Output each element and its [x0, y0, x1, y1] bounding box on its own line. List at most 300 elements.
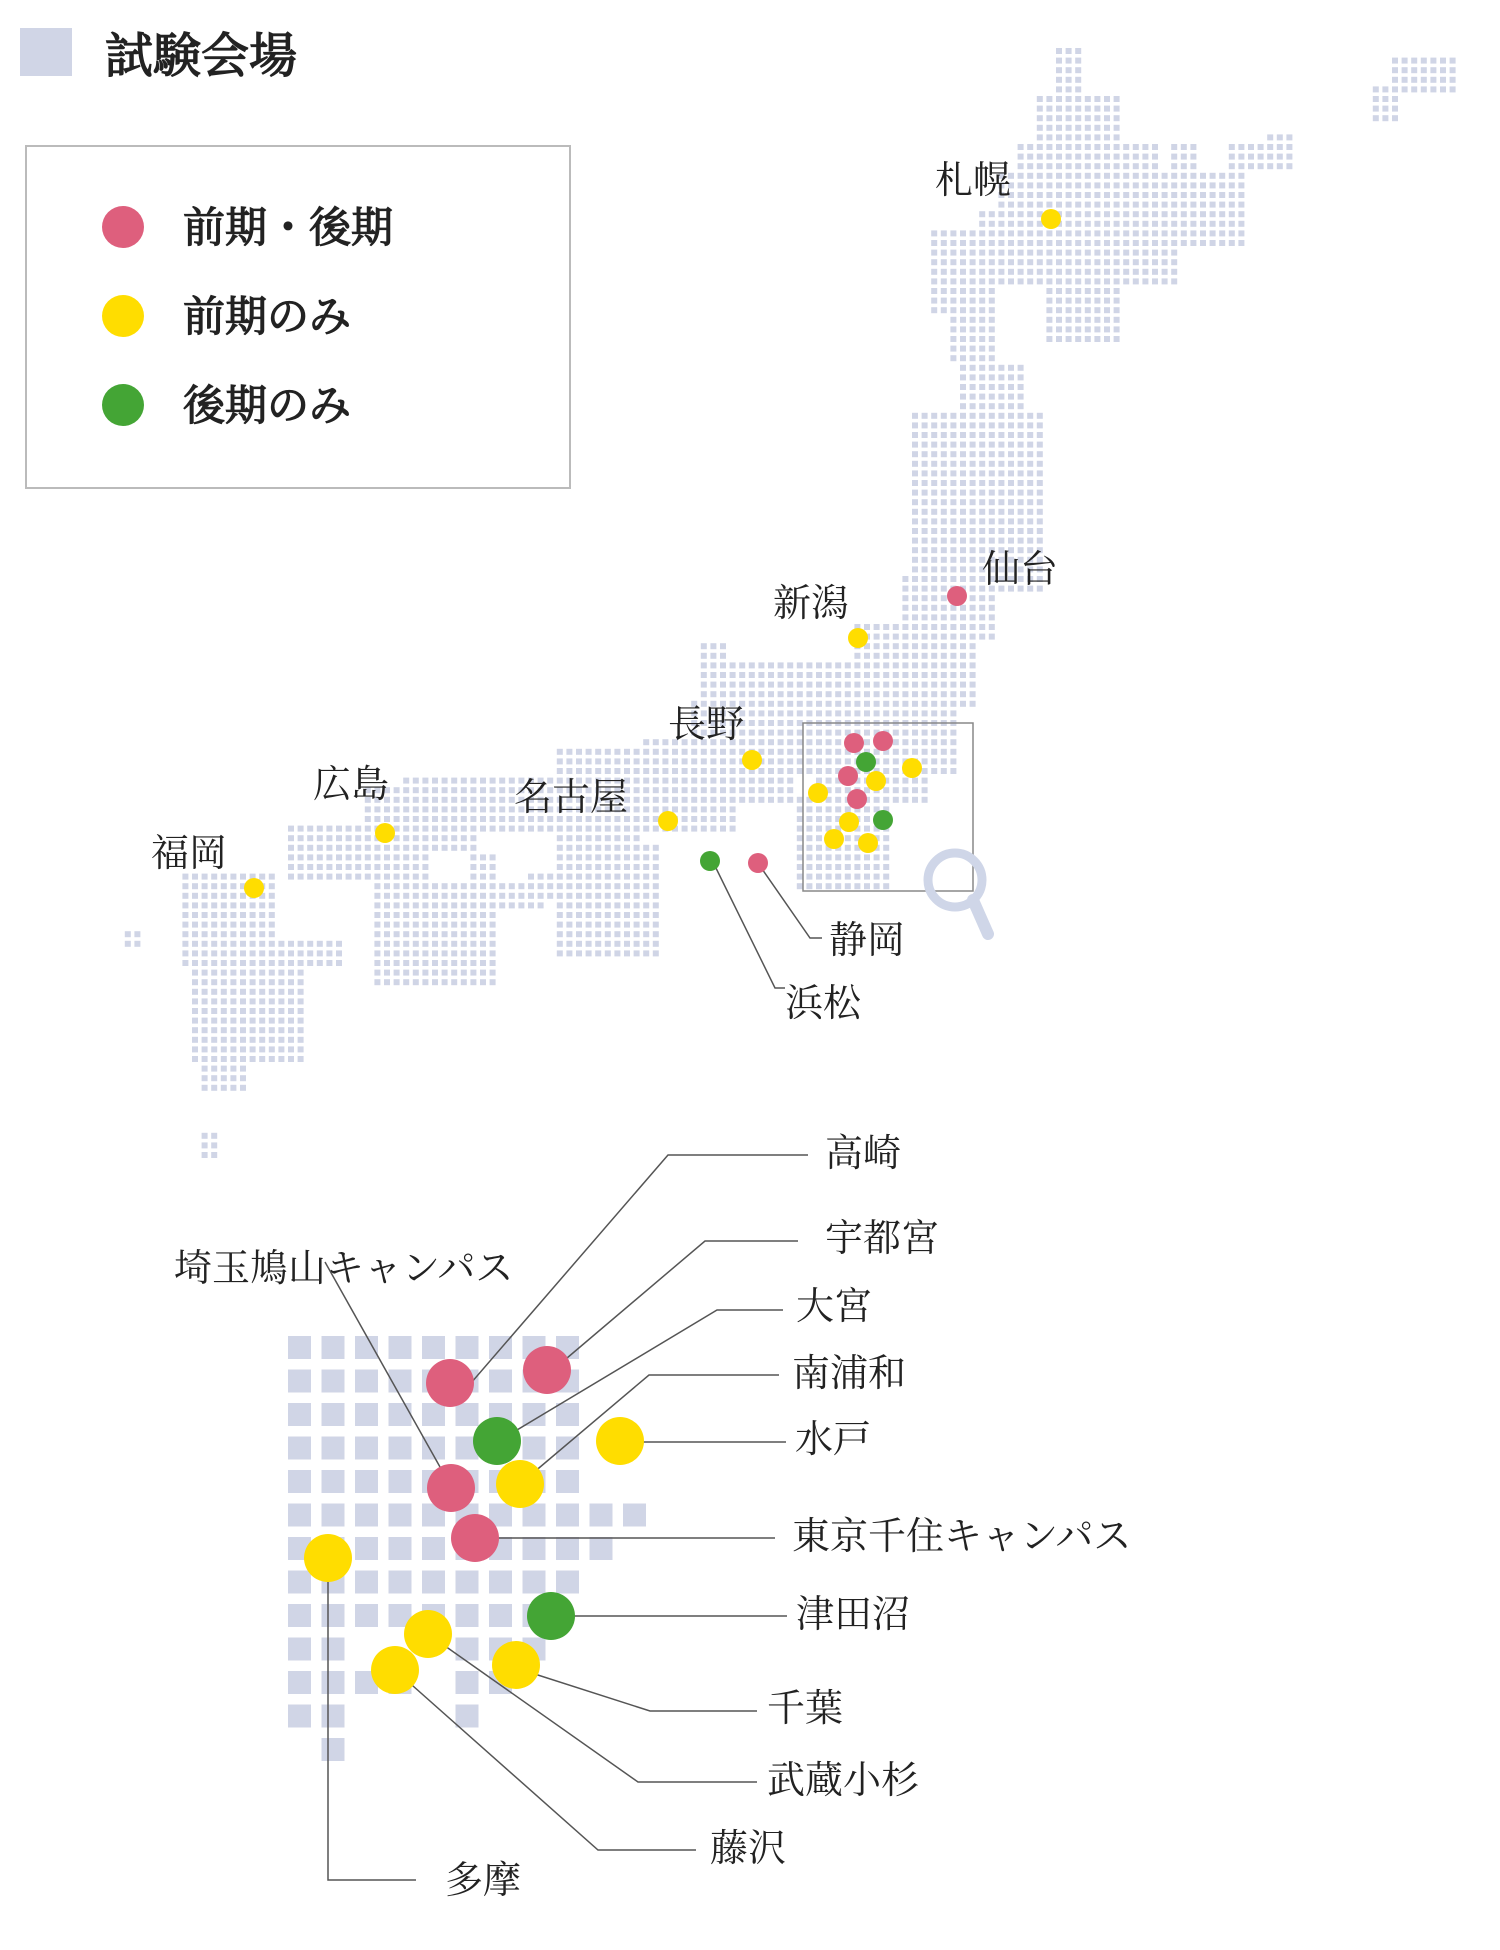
land-dot: [1114, 202, 1120, 208]
land-dot: [624, 941, 630, 947]
land-dot: [922, 634, 928, 640]
inset-land-dot: [355, 1470, 378, 1493]
land-dot: [230, 1075, 236, 1081]
land-dot: [950, 624, 956, 630]
land-dot: [979, 595, 985, 601]
land-dot: [499, 902, 505, 908]
land-dot: [278, 1056, 284, 1062]
land-dot: [989, 288, 995, 294]
land-dot: [240, 874, 246, 880]
land-dot: [970, 326, 976, 332]
land-dot: [192, 950, 198, 956]
land-dot: [1027, 211, 1033, 217]
land-dot: [797, 662, 803, 668]
land-dot: [307, 826, 313, 832]
land-dot: [1152, 240, 1158, 246]
land-dot: [931, 278, 937, 284]
land-dot: [192, 941, 198, 947]
land-dot: [931, 528, 937, 534]
land-dot: [998, 518, 1004, 524]
land-dot: [250, 902, 256, 908]
land-dot: [595, 950, 601, 956]
land-dot: [192, 1008, 198, 1014]
inset-land-dot: [355, 1504, 378, 1527]
land-dot: [998, 230, 1004, 236]
land-dot: [624, 950, 630, 956]
land-dot: [1075, 173, 1081, 179]
land-dot: [912, 662, 918, 668]
land-dot: [912, 538, 918, 544]
land-dot: [845, 874, 851, 880]
land-dot: [1056, 317, 1062, 323]
land-dot: [1200, 173, 1206, 179]
land-dot: [384, 941, 390, 947]
land-dot: [221, 1066, 227, 1072]
land-dot: [221, 1037, 227, 1043]
legend-label-both: 前期・後期: [183, 203, 394, 252]
land-dot: [490, 787, 496, 793]
land-dot: [614, 768, 620, 774]
land-dot: [960, 403, 966, 409]
land-dot: [931, 499, 937, 505]
land-dot: [394, 883, 400, 889]
land-dot: [461, 816, 467, 822]
land-dot: [960, 374, 966, 380]
land-dot: [1008, 365, 1014, 371]
land-dot: [1210, 202, 1216, 208]
land-dot: [1104, 192, 1110, 198]
land-dot: [960, 605, 966, 611]
land-dot: [931, 470, 937, 476]
land-dot: [979, 298, 985, 304]
land-dot: [1027, 509, 1033, 515]
land-dot: [269, 874, 275, 880]
land-dot: [998, 221, 1004, 227]
land-dot: [298, 845, 304, 851]
land-dot: [1123, 221, 1129, 227]
land-dot: [768, 739, 774, 745]
land-dot: [1219, 202, 1225, 208]
land-dot: [221, 970, 227, 976]
land-dot: [1037, 538, 1043, 544]
land-dot: [614, 854, 620, 860]
land-dot: [1114, 144, 1120, 150]
land-dot: [845, 662, 851, 668]
land-dot: [557, 931, 563, 937]
land-dot: [845, 845, 851, 851]
land-dot: [557, 749, 563, 755]
land-dot: [883, 787, 889, 793]
land-dot: [998, 432, 1004, 438]
land-dot: [634, 874, 640, 880]
land-dot: [490, 797, 496, 803]
land-dot: [326, 874, 332, 880]
land-dot: [960, 528, 966, 534]
land-dot: [202, 1152, 208, 1158]
land-dot: [394, 854, 400, 860]
land-dot: [374, 950, 380, 956]
land-dot: [960, 326, 966, 332]
land-dot: [941, 499, 947, 505]
land-dot: [192, 989, 198, 995]
land-dot: [1037, 259, 1043, 265]
land-dot: [1027, 538, 1033, 544]
land-dot: [192, 998, 198, 1004]
land-dot: [576, 883, 582, 889]
land-dot: [470, 826, 476, 832]
land-dot: [1219, 221, 1225, 227]
land-dot: [1066, 278, 1072, 284]
land-dot: [1411, 67, 1417, 73]
land-dot: [269, 960, 275, 966]
land-dot: [298, 979, 304, 985]
land-dot: [1056, 86, 1062, 92]
land-dot: [970, 250, 976, 256]
land-dot: [874, 701, 880, 707]
land-dot: [970, 566, 976, 572]
land-dot: [1392, 96, 1398, 102]
inset-land-dot: [322, 1470, 345, 1493]
land-dot: [442, 816, 448, 822]
land-dot: [883, 835, 889, 841]
land-dot: [941, 490, 947, 496]
land-dot: [413, 845, 419, 851]
land-dot: [1027, 230, 1033, 236]
land-dot: [1171, 182, 1177, 188]
land-dot: [1171, 269, 1177, 275]
land-dot: [1171, 154, 1177, 160]
inset-dot-musashikosugi: [404, 1610, 452, 1658]
land-dot: [778, 691, 784, 697]
land-dot: [451, 912, 457, 918]
land-dot: [874, 653, 880, 659]
land-dot: [931, 307, 937, 313]
land-dot: [893, 682, 899, 688]
land-dot: [240, 1008, 246, 1014]
land-dot: [950, 576, 956, 582]
land-dot: [806, 835, 812, 841]
land-dot: [269, 989, 275, 995]
land-dot: [950, 710, 956, 716]
land-dot: [595, 922, 601, 928]
land-dot: [576, 950, 582, 956]
land-dot: [384, 970, 390, 976]
land-dot: [250, 950, 256, 956]
land-dot: [739, 662, 745, 668]
land-dot: [403, 941, 409, 947]
inset-land-dot: [523, 1437, 546, 1460]
land-dot: [269, 1046, 275, 1052]
land-dot: [1200, 202, 1206, 208]
land-dot: [1094, 154, 1100, 160]
land-dot: [806, 845, 812, 851]
land-dot: [259, 941, 265, 947]
land-dot: [970, 499, 976, 505]
land-dot: [634, 816, 640, 822]
land-dot: [605, 826, 611, 832]
land-dot: [1104, 144, 1110, 150]
land-dot: [298, 826, 304, 832]
land-dot: [768, 672, 774, 678]
land-dot: [979, 365, 985, 371]
land-dot: [998, 451, 1004, 457]
land-dot: [902, 624, 908, 630]
land-dot: [941, 739, 947, 745]
land-dot: [1075, 192, 1081, 198]
land-dot: [499, 893, 505, 899]
land-dot: [845, 864, 851, 870]
land-dot: [211, 1018, 217, 1024]
land-dot: [595, 874, 601, 880]
land-dot: [701, 758, 707, 764]
land-dot: [854, 710, 860, 716]
land-dot: [605, 845, 611, 851]
land-dot: [1104, 211, 1110, 217]
land-dot: [605, 941, 611, 947]
land-dot: [1373, 86, 1379, 92]
land-dot: [1018, 144, 1024, 150]
land-dot: [480, 931, 486, 937]
land-dot: [941, 480, 947, 486]
land-dot: [614, 874, 620, 880]
land-dot: [614, 922, 620, 928]
land-dot: [682, 797, 688, 803]
land-dot: [701, 691, 707, 697]
land-dot: [470, 970, 476, 976]
inset-land-dot: [288, 1403, 311, 1426]
land-dot: [461, 960, 467, 966]
land-dot: [259, 912, 265, 918]
land-dot: [1104, 259, 1110, 265]
land-dot: [749, 797, 755, 803]
land-dot: [470, 931, 476, 937]
land-dot: [1075, 182, 1081, 188]
land-dot: [979, 326, 985, 332]
land-dot: [470, 893, 476, 899]
land-dot: [883, 691, 889, 697]
land-dot: [211, 1142, 217, 1148]
land-dot: [432, 902, 438, 908]
land-dot: [710, 806, 716, 812]
land-dot: [490, 931, 496, 937]
land-dot: [643, 950, 649, 956]
land-dot: [960, 509, 966, 515]
land-dot: [422, 912, 428, 918]
land-dot: [874, 854, 880, 860]
land-dot: [1392, 77, 1398, 83]
land-dot: [826, 672, 832, 678]
land-dot: [384, 874, 390, 880]
land-dot: [432, 845, 438, 851]
land-dot: [835, 730, 841, 736]
land-dot: [710, 691, 716, 697]
land-dot: [864, 682, 870, 688]
land-dot: [749, 739, 755, 745]
land-dot: [1018, 538, 1024, 544]
land-dot: [1008, 451, 1014, 457]
land-dot: [202, 912, 208, 918]
city-dot-shizuoka: [748, 853, 768, 873]
land-dot: [202, 1046, 208, 1052]
land-dot: [221, 998, 227, 1004]
land-dot: [749, 787, 755, 793]
land-dot: [1248, 144, 1254, 150]
inset-land-dot: [456, 1604, 479, 1627]
land-dot: [826, 864, 832, 870]
land-dot: [1094, 134, 1100, 140]
land-dot: [1094, 125, 1100, 131]
land-dot: [998, 461, 1004, 467]
land-dot: [1018, 403, 1024, 409]
land-dot: [1008, 259, 1014, 265]
land-dot: [979, 278, 985, 284]
land-dot: [1046, 134, 1052, 140]
land-dot: [422, 941, 428, 947]
land-dot: [806, 826, 812, 832]
land-dot: [221, 989, 227, 995]
land-dot: [576, 835, 582, 841]
land-dot: [653, 902, 659, 908]
land-dot: [1219, 182, 1225, 188]
land-dot: [778, 672, 784, 678]
land-dot: [950, 547, 956, 553]
land-dot: [566, 826, 572, 832]
land-dot: [941, 682, 947, 688]
land-dot: [931, 518, 937, 524]
land-dot: [1200, 182, 1206, 188]
land-dot: [394, 864, 400, 870]
land-dot: [845, 854, 851, 860]
land-dot: [1075, 115, 1081, 121]
land-dot: [230, 950, 236, 956]
land-dot: [931, 451, 937, 457]
land-dot: [1027, 432, 1033, 438]
land-dot: [1133, 211, 1139, 217]
land-dot: [1066, 58, 1072, 64]
land-dot: [451, 787, 457, 793]
land-dot: [576, 758, 582, 764]
land-dot: [1018, 422, 1024, 428]
land-dot: [586, 758, 592, 764]
land-dot: [470, 854, 476, 860]
land-dot: [758, 768, 764, 774]
land-dot: [634, 902, 640, 908]
land-dot: [422, 778, 428, 784]
land-dot: [259, 960, 265, 966]
land-dot: [1066, 288, 1072, 294]
land-dot: [1200, 230, 1206, 236]
inset-land-dot: [456, 1571, 479, 1594]
land-dot: [749, 730, 755, 736]
land-dot: [403, 826, 409, 832]
land-dot: [970, 298, 976, 304]
land-dot: [912, 547, 918, 553]
land-dot: [1123, 154, 1129, 160]
land-dot: [797, 835, 803, 841]
land-dot: [298, 970, 304, 976]
land-dot: [922, 614, 928, 620]
land-dot: [682, 768, 688, 774]
land-dot: [250, 1018, 256, 1024]
land-dot: [797, 826, 803, 832]
land-dot: [922, 797, 928, 803]
land-dot: [1114, 154, 1120, 160]
land-dot: [1037, 96, 1043, 102]
land-dot: [797, 797, 803, 803]
land-dot: [1066, 173, 1072, 179]
land-dot: [1094, 326, 1100, 332]
land-dot: [269, 922, 275, 928]
land-dot: [1046, 336, 1052, 342]
land-dot: [874, 624, 880, 630]
land-dot: [1114, 278, 1120, 284]
land-dot: [1382, 86, 1388, 92]
land-dot: [979, 413, 985, 419]
land-dot: [1094, 163, 1100, 169]
land-dot: [950, 643, 956, 649]
land-dot: [1094, 278, 1100, 284]
land-dot: [202, 1018, 208, 1024]
land-dot: [1190, 221, 1196, 227]
land-dot: [912, 643, 918, 649]
land-dot: [950, 346, 956, 352]
land-dot: [816, 701, 822, 707]
land-dot: [230, 1037, 236, 1043]
land-dot: [326, 835, 332, 841]
land-dot: [480, 950, 486, 956]
land-dot: [1037, 250, 1043, 256]
land-dot: [250, 1056, 256, 1062]
land-dot: [1114, 125, 1120, 131]
land-dot: [1008, 221, 1014, 227]
land-dot: [298, 950, 304, 956]
land-dot: [912, 490, 918, 496]
land-dot: [374, 893, 380, 899]
land-dot: [787, 768, 793, 774]
land-dot: [672, 787, 678, 793]
land-dot: [941, 278, 947, 284]
land-dot: [912, 749, 918, 755]
land-dot: [307, 854, 313, 860]
land-dot: [278, 941, 284, 947]
inset-label-hatoyama: 埼玉鳩山キャンパス: [174, 1246, 514, 1290]
land-dot: [960, 317, 966, 323]
land-dot: [874, 682, 880, 688]
land-dot: [960, 422, 966, 428]
land-dot: [1008, 278, 1014, 284]
land-dot: [422, 931, 428, 937]
land-dot: [1171, 221, 1177, 227]
land-dot: [250, 1008, 256, 1014]
land-dot: [1046, 278, 1052, 284]
land-dot: [912, 778, 918, 784]
land-dot: [451, 970, 457, 976]
land-dot: [1190, 173, 1196, 179]
land-dot: [288, 970, 294, 976]
land-dot: [970, 374, 976, 380]
land-dot: [1402, 58, 1408, 64]
cluster-dot-chiba: [858, 833, 878, 853]
land-dot: [758, 701, 764, 707]
land-dot: [950, 442, 956, 448]
land-dot: [509, 893, 515, 899]
land-dot: [1075, 67, 1081, 73]
land-dot: [931, 758, 937, 764]
land-dot: [538, 902, 544, 908]
land-dot: [950, 509, 956, 515]
land-dot: [384, 979, 390, 985]
land-dot: [950, 269, 956, 275]
